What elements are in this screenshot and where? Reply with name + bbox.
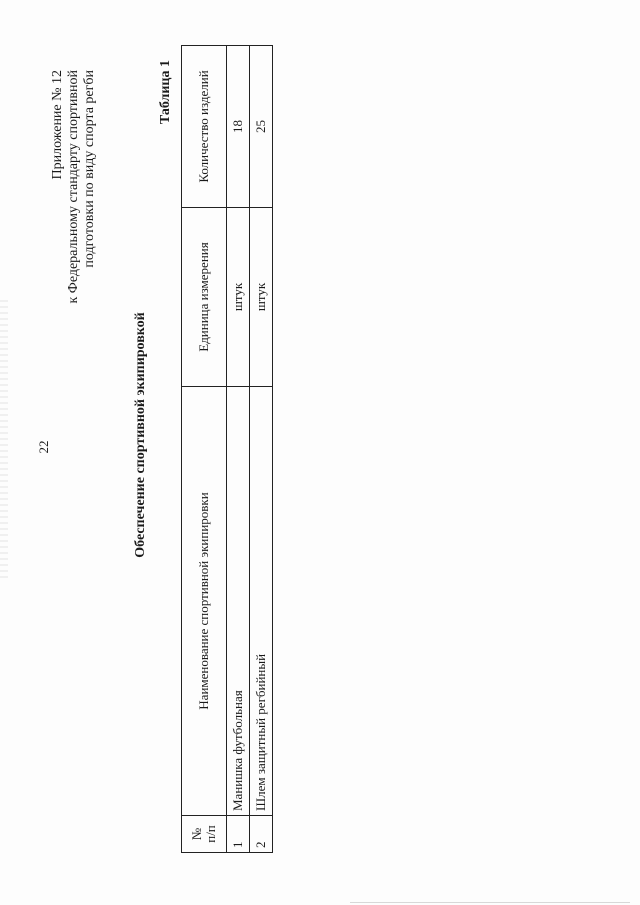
appendix-header xyxy=(50,70,98,304)
row-equipment-name: Шлем защитный регбийный xyxy=(250,387,273,816)
table-row xyxy=(250,46,273,853)
equipment-table xyxy=(181,45,273,853)
header-quantity: Количество изделий xyxy=(182,46,227,208)
header-number xyxy=(182,816,227,853)
document-title: Обеспечение спортивной экипировкой xyxy=(133,312,148,558)
row-number: 1 xyxy=(227,816,250,853)
row-unit: штук xyxy=(250,208,273,387)
row-unit: штук xyxy=(227,208,250,387)
appendix-line-2: к Федеральному стандарту спортивной xyxy=(66,70,81,304)
header-number-line-1: № xyxy=(189,827,204,841)
header-number-line-2: п/п xyxy=(203,825,218,843)
header-equipment-name: Наименование спортивной экипировки xyxy=(182,387,227,816)
table-header-row xyxy=(182,46,227,853)
row-quantity: 25 xyxy=(250,46,273,208)
row-quantity: 18 xyxy=(227,46,250,208)
appendix-line-3: подготовки по виду спорта регби xyxy=(82,70,97,268)
table-label: Таблица 1 xyxy=(158,60,173,125)
appendix-line-1: Приложение № 12 xyxy=(50,70,65,180)
page-number: 22 xyxy=(36,440,51,454)
row-number: 2 xyxy=(250,816,273,853)
table-row xyxy=(227,46,250,853)
header-unit: Единица измерения xyxy=(182,208,227,387)
row-equipment-name: Манишка футбольная xyxy=(227,387,250,816)
